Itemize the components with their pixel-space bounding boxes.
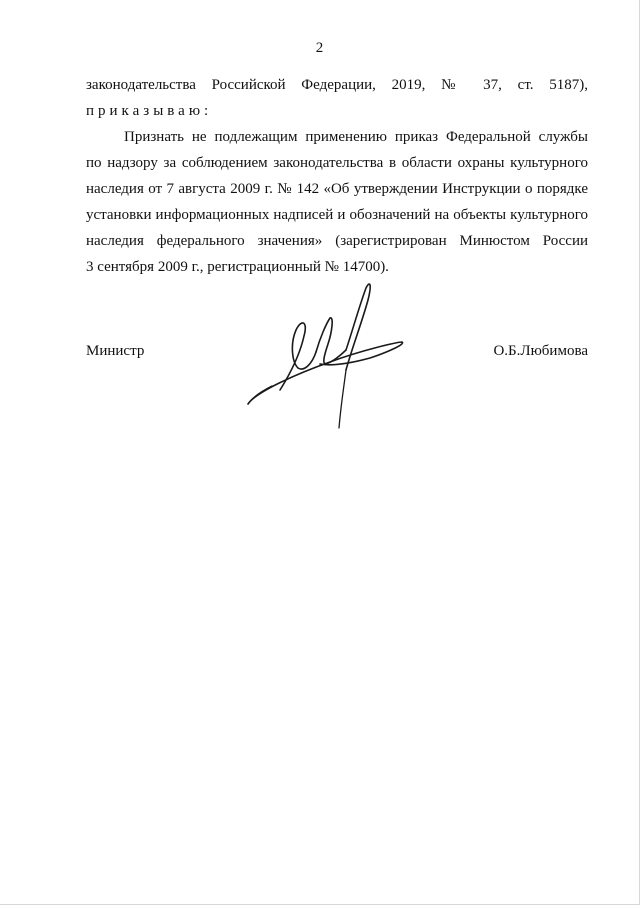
paragraph-continuation-line-2: приказываю: [86, 103, 213, 119]
paragraph-main-line-2: по надзору за соблюдением законодательства в области охраны культурного [86, 155, 588, 171]
paragraph-main-line-6: 3 сентября 2009 г., регистрационный № 14700). [86, 259, 389, 275]
signature-stroke-tall [346, 284, 370, 370]
paragraph-main-line-1: Признать не подлежащим применению приказ Федеральной службы [124, 129, 588, 145]
handwritten-signature [238, 278, 408, 434]
page-number: 2 [315, 40, 324, 56]
signature-stroke-loop-left [280, 323, 316, 390]
paragraph-continuation-line-1: законодательства Российской Федерации, 2019, № 37, ст. 5187), [86, 77, 588, 93]
signer-name: О.Б.Любимова [493, 343, 588, 359]
paragraph-main-line-3: наследия от 7 августа 2009 г. № 142 «Об утверждении Инструкции о порядке [86, 181, 588, 197]
paragraph-main-line-5: наследия федерального значения» (зарегистрирован Минюстом России [86, 233, 588, 249]
signature-stroke-vertical [339, 370, 346, 428]
signer-position: Министр [86, 343, 145, 359]
paragraph-main-line-4: установки информационных надписей и обозначений на объекты культурного [86, 207, 588, 223]
document-body [86, 72, 588, 280]
